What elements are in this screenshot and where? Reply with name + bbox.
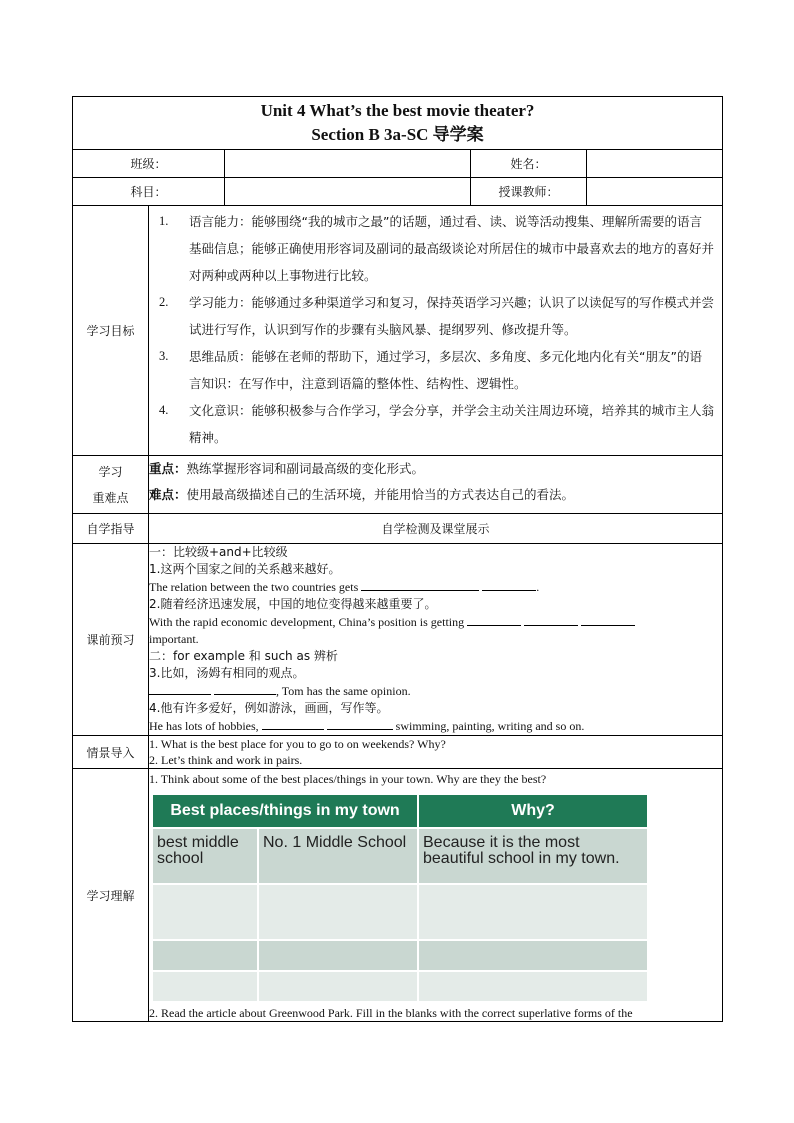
objective-item	[159, 343, 714, 397]
table-cell[interactable]	[153, 885, 257, 939]
question-2-english	[149, 613, 722, 648]
question-4-text-b: swimming, painting, writing and so on.	[395, 719, 585, 733]
intro-content	[149, 736, 723, 769]
guide-text: 自学检测及课堂展示	[149, 514, 723, 544]
question-1-text: The relation between the two countries gets	[149, 580, 359, 594]
guide-label: 自学指导	[73, 514, 149, 544]
class-field[interactable]	[225, 150, 471, 178]
question-2-chinese: 2.随着经济迅速发展，中国的地位变得越来越重要了。	[149, 597, 437, 611]
title-line-1: Unit 4 What’s the best movie theater?	[260, 101, 535, 120]
subject-label: 科目：	[73, 178, 225, 206]
table-cell: Because it is the most beautiful school in my town.	[419, 829, 647, 883]
understand-label: 学习理解	[73, 769, 149, 1022]
subject-field[interactable]	[225, 178, 471, 206]
table-cell[interactable]	[259, 972, 417, 1001]
understand-row	[73, 769, 723, 1022]
preview-section-2-title: 二：for example 和 such as 辨析	[149, 649, 338, 663]
question-3-english	[149, 682, 722, 700]
info-row-1	[73, 150, 723, 178]
keypoints-row	[73, 456, 723, 514]
objectives-label: 学习目标	[73, 206, 149, 456]
table-cell: No. 1 Middle School	[259, 829, 417, 883]
table-cell[interactable]	[153, 972, 257, 1001]
table-cell[interactable]	[153, 941, 257, 970]
table-cell[interactable]	[419, 972, 647, 1001]
question-3-text: , Tom has the same opinion.	[276, 684, 411, 698]
page-title	[73, 97, 723, 150]
info-row-2	[73, 178, 723, 206]
answer-blank[interactable]	[361, 578, 479, 591]
objective-number: 3.	[159, 349, 169, 363]
teacher-field[interactable]	[587, 178, 723, 206]
objective-text: 学习能力：能够通过多种渠道学习和复习，保持英语学习兴趣；认识了以读促写的写作模式并尝试进行写作，认识到写作的步骤有头脑风暴、提纲罗列、修改提升等。	[189, 295, 715, 337]
objective-text: 思维品质：能够在老师的帮助下，通过学习，多层次、多角度、多元化地内化有关“朋友”的语言知识：在写作中，注意到语篇的整体性、结构性、逻辑性。	[189, 349, 702, 391]
question-4-english	[149, 717, 722, 735]
question-4-text-a: He has lots of hobbies,	[149, 719, 259, 733]
question-4-chinese: 4.他有许多爱好，例如游泳，画画，写作等。	[149, 701, 389, 715]
table-row	[153, 885, 647, 939]
name-field[interactable]	[587, 150, 723, 178]
question-3-chinese: 3.比如，汤姆有相同的观点。	[149, 666, 305, 680]
intro-line-1: 1. What is the best place for you to go to on weekends? Why?	[149, 737, 446, 751]
guide-row	[73, 514, 723, 544]
answer-blank[interactable]	[581, 613, 635, 626]
objective-item	[159, 289, 714, 343]
intro-label: 情景导入	[73, 736, 149, 769]
preview-section-1-title: 一：比较级+and+比较级	[149, 545, 288, 559]
objective-number: 1.	[159, 214, 169, 228]
objective-number: 2.	[159, 295, 169, 309]
key-point-title: 重点：	[149, 461, 187, 476]
class-label: 班级：	[73, 150, 225, 178]
objective-text: 文化意识：能够积极参与合作学习，学会分享，并学会主动关注周边环境，培养其的城市主人翁精神。	[189, 403, 715, 445]
teacher-label: 授课教师：	[471, 178, 587, 206]
table-cell: best middle school	[153, 829, 257, 883]
table-header-row	[153, 795, 647, 827]
intro-row	[73, 736, 723, 769]
objective-item	[159, 208, 714, 289]
worksheet-table	[72, 96, 723, 1022]
objectives-list	[149, 206, 722, 455]
preview-row	[73, 544, 723, 736]
objectives-row	[73, 206, 723, 456]
understand-content	[149, 769, 723, 1022]
answer-blank[interactable]	[262, 717, 324, 730]
header-best-places: Best places/things in my town	[153, 795, 417, 827]
preview-content	[149, 544, 723, 736]
keypoints-label-line-2: 重难点	[92, 490, 129, 505]
table-cell[interactable]	[419, 941, 647, 970]
best-places-table	[151, 793, 649, 1003]
objectives-content	[149, 206, 723, 456]
answer-blank[interactable]	[467, 613, 521, 626]
question-1-english: The relation between the two countries gets .	[149, 580, 540, 594]
table-cell[interactable]	[259, 941, 417, 970]
table-row	[153, 972, 647, 1001]
table-cell[interactable]	[259, 885, 417, 939]
title-line-2: Section B 3a-SC 导学案	[311, 125, 484, 144]
difficulty-title: 难点：	[149, 487, 187, 502]
question-2-end: important.	[149, 632, 199, 646]
preview-label: 课前预习	[73, 544, 149, 736]
answer-blank[interactable]	[524, 613, 578, 626]
keypoints-content	[149, 456, 723, 514]
objective-number: 4.	[159, 403, 169, 417]
objective-text: 语言能力：能够围绕“我的城市之最”的话题，通过看、读、说等活动搜集、理解所需要的语言基础信息；能够正确使用形容词及副词的最高级谈论对所居住的城市中最喜欢去的地方的喜好并对两种或两种以上事物进行比较。	[189, 214, 715, 283]
table-cell[interactable]	[419, 885, 647, 939]
title-row	[73, 97, 723, 150]
question-1-chinese: 1.这两个国家之间的关系越来越好。	[149, 562, 341, 576]
header-why: Why?	[419, 795, 647, 827]
difficulty-text: 使用最高级描述自己的生活环境，并能用恰当的方式表达自己的看法。	[186, 487, 575, 502]
key-point-text: 熟练掌握形容词和副词最高级的变化形式。	[186, 461, 425, 476]
question-2-text: With the rapid economic development, China’s position is getting	[149, 615, 465, 629]
answer-blank[interactable]	[214, 682, 276, 695]
task-1-text: 1. Think about some of the best places/things in your town. Why are they the best?	[149, 772, 547, 786]
objective-item	[159, 397, 714, 451]
task-2-text: 2. Read the article about Greenwood Park. Fill in the blanks with the correct superlative forms of the	[149, 1006, 633, 1020]
answer-blank[interactable]	[482, 578, 536, 591]
table-row	[153, 829, 647, 883]
keypoints-label-line-1: 学习	[98, 464, 123, 479]
intro-line-2: 2. Let’s think and work in pairs.	[149, 753, 303, 767]
answer-blank[interactable]	[327, 717, 393, 730]
worksheet	[72, 96, 722, 1022]
keypoints-label	[73, 456, 149, 514]
table-row	[153, 941, 647, 970]
answer-blank[interactable]	[149, 682, 211, 695]
name-label: 姓名：	[471, 150, 587, 178]
